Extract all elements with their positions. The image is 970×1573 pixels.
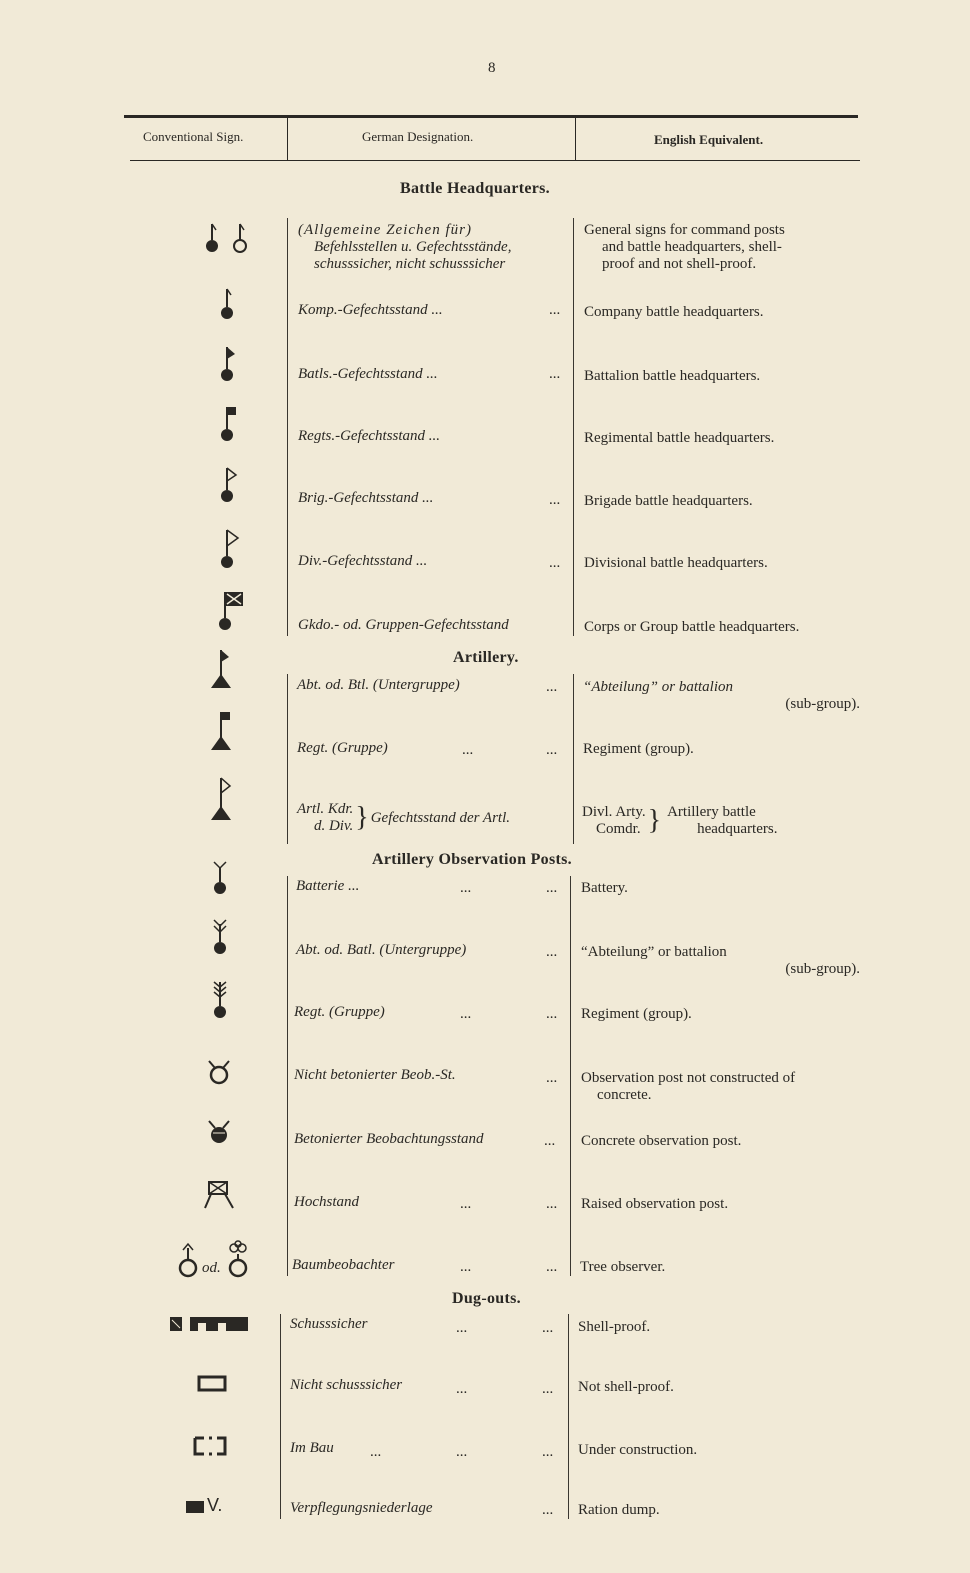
- leader-dots: ...: [542, 1502, 554, 1518]
- section-title-artillery: Artillery.: [453, 649, 519, 666]
- english-line: General signs for command posts: [584, 222, 785, 238]
- english-equivalent: Not shell-proof.: [578, 1379, 674, 1395]
- leader-dots: ...: [542, 1320, 554, 1336]
- column-header-english: English Equivalent.: [654, 132, 764, 147]
- english-equivalent: [583, 679, 860, 713]
- leader-dots: ...: [546, 1259, 558, 1275]
- english-equivalent: Battalion battle headquarters.: [584, 368, 761, 384]
- english-equivalent: Concrete observation post.: [581, 1133, 742, 1149]
- english-line: and battle headquarters, shell-: [602, 239, 782, 255]
- german-designation: Brig.-Gefechtsstand ...: [298, 490, 434, 506]
- leader-dots: ...: [549, 492, 561, 508]
- german-designation: Regts.-Gefechtsstand ...: [298, 428, 441, 444]
- english-equivalent: Tree observer.: [580, 1259, 666, 1275]
- english-equivalent: Regimental battle headquarters.: [584, 430, 775, 446]
- leader-dots: ...: [370, 1444, 382, 1460]
- leader-dots: ...: [546, 1196, 558, 1212]
- german-designation: [297, 801, 510, 835]
- concrete-obs-post-icon: [205, 1118, 305, 1162]
- header-divider: [575, 116, 576, 160]
- german-line: (Allgemeine Zeichen für): [298, 222, 472, 238]
- german-designation: Abt. od. Batl. (Untergruppe): [296, 942, 467, 958]
- german-line: Befehlsstellen u. Gefechtsstände,: [314, 239, 512, 255]
- german-designation: [298, 222, 566, 273]
- german-designation: Div.-Gefechtsstand ...: [298, 553, 428, 569]
- english-line: Observation post not constructed of: [581, 1070, 796, 1086]
- german-line: schusssicher, nicht schusssicher: [314, 256, 506, 272]
- german-line: Gefechtsstand der Artl.: [370, 809, 511, 826]
- battalion-obs-icon: [208, 918, 308, 962]
- english-equivalent: Regiment (group).: [583, 741, 694, 757]
- section-title-artillery-obs: Artillery Observation Posts.: [372, 851, 572, 868]
- sign-label: V.: [207, 1495, 223, 1515]
- shell-proof-dugout-icon: [168, 1314, 252, 1358]
- english-equivalent: [584, 222, 785, 273]
- german-designation: Schusssicher: [290, 1316, 368, 1332]
- regiment-obs-icon: [208, 980, 308, 1024]
- german-designation: Regt. (Gruppe): [297, 740, 388, 756]
- english-line: concrete.: [597, 1087, 652, 1103]
- leader-dots: ...: [460, 1196, 472, 1212]
- english-equivalent: Shell-proof.: [578, 1319, 651, 1335]
- leader-dots: ...: [544, 1133, 556, 1149]
- english-line: “Abteilung” or battalion: [583, 679, 734, 695]
- english-equivalent: Under construction.: [578, 1442, 698, 1458]
- battery-obs-icon: [208, 858, 308, 902]
- english-line: (sub-group).: [785, 696, 860, 712]
- tree-observer-icon: [178, 1240, 268, 1284]
- ration-dump-icon: [185, 1495, 245, 1539]
- header-top-rule: [124, 115, 858, 118]
- english-equivalent: Regiment (group).: [581, 1006, 692, 1022]
- leader-dots: ...: [546, 944, 558, 960]
- english-line: (sub-group).: [785, 961, 860, 977]
- leader-dots: ...: [462, 742, 474, 758]
- german-designation: Baumbeobachter: [292, 1257, 395, 1273]
- german-composite: [297, 801, 353, 835]
- header-divider: [287, 116, 288, 160]
- brace-icon: }: [355, 802, 369, 833]
- column-divider: [573, 218, 574, 636]
- english-equivalent: [581, 1070, 795, 1104]
- page-number: 8: [488, 60, 496, 76]
- german-designation: Batls.-Gefechtsstand ...: [298, 366, 438, 382]
- english-equivalent: Divisional battle headquarters.: [584, 555, 768, 571]
- german-designation: Nicht betonierter Beob.-St.: [294, 1067, 456, 1083]
- english-line: headquarters.: [697, 821, 778, 837]
- german-designation: Hochstand: [294, 1194, 359, 1210]
- english-equivalent: Battery.: [581, 880, 628, 896]
- english-line: “Abteilung” or battalion: [581, 944, 727, 960]
- english-equivalent: Corps or Group battle headquarters.: [584, 619, 800, 635]
- german-designation: Regt. (Gruppe): [294, 1004, 385, 1020]
- leader-dots: ...: [542, 1381, 554, 1397]
- section-title-battle-hq: Battle Headquarters.: [400, 180, 550, 197]
- english-equivalent: Raised observation post.: [581, 1196, 729, 1212]
- header-bottom-rule: [130, 160, 860, 161]
- leader-dots: ...: [549, 366, 561, 382]
- german-designation: Komp.-Gefechtsstand ...: [298, 302, 443, 318]
- german-line: Artl. Kdr.: [297, 801, 354, 817]
- leader-dots: ...: [546, 679, 558, 695]
- artillery-regiment-icon: [205, 710, 305, 754]
- english-equivalent: Company battle headquarters.: [584, 304, 764, 320]
- leader-dots: ...: [549, 302, 561, 318]
- raised-obs-post-icon: [203, 1176, 303, 1220]
- german-designation: Gkdo.- od. Gruppen-Gefechtsstand: [298, 617, 509, 633]
- german-designation: Nicht schusssicher: [290, 1377, 403, 1393]
- german-designation: Abt. od. Btl. (Untergruppe): [297, 677, 460, 693]
- english-equivalent: Brigade battle headquarters.: [584, 493, 753, 509]
- sign-label: od.: [202, 1260, 221, 1276]
- english-line: proof and not shell-proof.: [602, 256, 757, 272]
- obs-post-not-concrete-icon: [205, 1058, 305, 1102]
- english-equivalent: Ration dump.: [578, 1502, 660, 1518]
- german-line: d. Div.: [313, 818, 354, 834]
- leader-dots: ...: [456, 1444, 468, 1460]
- column-divider: [573, 674, 574, 844]
- english-composite: [667, 804, 777, 838]
- not-shell-proof-dugout-icon: [196, 1373, 236, 1417]
- german-designation: Verpflegungsniederlage: [290, 1500, 433, 1516]
- leader-dots: ...: [460, 1259, 472, 1275]
- artillery-battalion-icon: [205, 648, 305, 692]
- column-header-german: German Designation.: [362, 129, 474, 144]
- leader-dots: ...: [456, 1320, 468, 1336]
- german-designation: Im Bau: [290, 1440, 334, 1456]
- leader-dots: ...: [546, 1006, 558, 1022]
- section-title-dugouts: Dug-outs.: [452, 1290, 521, 1307]
- leader-dots: ...: [546, 880, 558, 896]
- brace-icon: }: [647, 805, 662, 836]
- english-equivalent: [581, 944, 860, 978]
- leader-dots: ...: [460, 880, 472, 896]
- leader-dots: ...: [546, 742, 558, 758]
- english-composite: [582, 804, 646, 838]
- leader-dots: ...: [460, 1006, 472, 1022]
- german-designation: Batterie ...: [296, 878, 360, 894]
- general-hq-signs-icon: [200, 218, 300, 262]
- leader-dots: ...: [546, 1070, 558, 1086]
- column-divider: [280, 1314, 281, 1519]
- leader-dots: ...: [456, 1381, 468, 1397]
- leader-dots: ...: [542, 1444, 554, 1460]
- column-divider: [568, 1314, 569, 1519]
- artillery-divisional-hq-icon: [205, 776, 305, 820]
- leader-dots: ...: [549, 555, 561, 571]
- english-line: Divl. Arty.: [582, 804, 646, 820]
- column-divider: [570, 876, 571, 1276]
- column-header-sign: Conventional Sign.: [143, 129, 244, 144]
- dugout-under-construction-icon: [192, 1434, 232, 1478]
- english-line: Artillery battle: [667, 804, 756, 820]
- german-designation: Betonierter Beobachtungsstand: [294, 1131, 484, 1147]
- english-equivalent: [582, 804, 777, 838]
- english-line: Comdr.: [596, 821, 641, 837]
